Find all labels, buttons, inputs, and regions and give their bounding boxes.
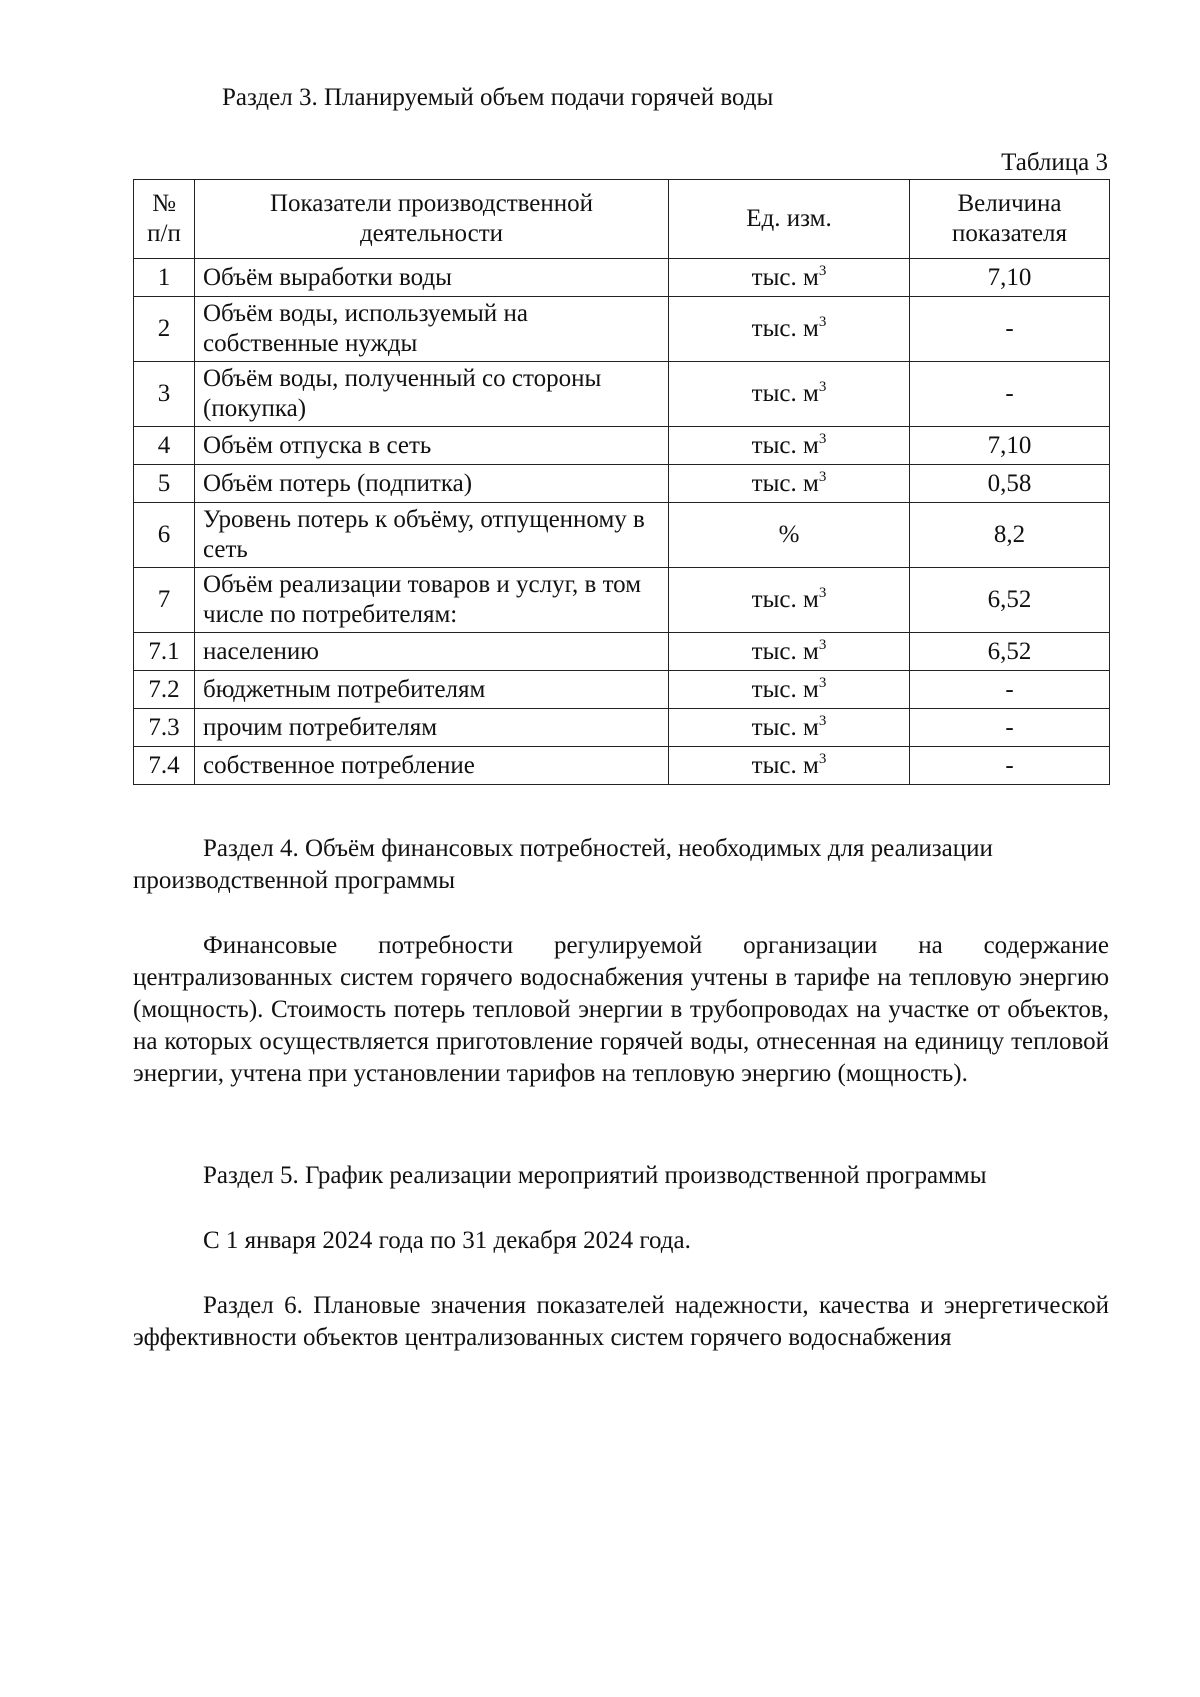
section-4-title: Раздел 4. Объём финансовых потребностей, необходимых для реализации производственной программы <box>133 835 993 894</box>
row-num: 7.3 <box>134 709 195 747</box>
row-num: 7.1 <box>134 633 195 671</box>
section-4-paragraph: Финансовые потребности регулируемой организации на содержание централизованных систем горячего водоснабжения учтены в тарифе на тепловую энергию (мощность). Стоимость потерь тепловой энергии в трубопроводах на участке от объектов, на которых осуществляется приготовление горячей воды, отнесенная на единицу тепловой энергии, учтена при установлении тарифов на тепловую энергию (мощность). <box>133 932 1109 1087</box>
row-name: Объём реализации товаров и услуг, в том числе по потребителям: <box>195 568 669 633</box>
table-row <box>134 747 1110 785</box>
program-period: С 1 января 2024 года по 31 декабря 2024 года. <box>203 1227 691 1254</box>
row-name: Объём выработки воды <box>195 259 669 297</box>
row-unit: тыс. $м^3$ <box>669 568 910 633</box>
row-unit: тыс. $м^3$ <box>669 427 910 465</box>
row-name: Объём отпуска в сеть <box>195 427 669 465</box>
table-row <box>134 362 1110 427</box>
row-num: 7.2 <box>134 671 195 709</box>
row-value: - <box>910 709 1110 747</box>
row-num: 7.4 <box>134 747 195 785</box>
row-value: 7,10 <box>910 427 1110 465</box>
water-supply-table <box>133 179 1110 785</box>
header-value: Величина показателя <box>910 180 1110 259</box>
row-value: 0,58 <box>910 465 1110 503</box>
row-unit: тыс. $м^3$ <box>669 297 910 362</box>
header-num: № п/п <box>134 180 195 259</box>
header-unit: Ед. изм. <box>669 180 910 259</box>
row-num: 4 <box>134 427 195 465</box>
row-num: 6 <box>134 503 195 568</box>
row-num: 7 <box>134 568 195 633</box>
table-row <box>134 709 1110 747</box>
row-value: 8,2 <box>910 503 1110 568</box>
table-row <box>134 259 1110 297</box>
row-unit: тыс. $м^3$ <box>669 259 910 297</box>
row-value: 6,52 <box>910 633 1110 671</box>
row-unit: % <box>669 503 910 568</box>
table-row <box>134 297 1110 362</box>
row-num: 2 <box>134 297 195 362</box>
row-name: собственное потребление <box>195 747 669 785</box>
row-value: 7,10 <box>910 259 1110 297</box>
table-row <box>134 427 1110 465</box>
row-value: 6,52 <box>910 568 1110 633</box>
row-num: 5 <box>134 465 195 503</box>
row-unit: тыс. $м^3$ <box>669 671 910 709</box>
row-name: Объём воды, полученный со стороны (покупка) <box>195 362 669 427</box>
section-6-title: Раздел 6. Плановые значения показателей надежности, качества и энергетической эффективности объектов централизованных систем горячего водоснабжения <box>133 1292 1109 1351</box>
row-name: бюджетным потребителям <box>195 671 669 709</box>
section-3-title: Раздел 3. Планируемый объем подачи горячей воды <box>222 84 774 111</box>
row-num: 3 <box>134 362 195 427</box>
row-unit: тыс. $м^3$ <box>669 465 910 503</box>
row-value: - <box>910 747 1110 785</box>
row-name: прочим потребителям <box>195 709 669 747</box>
table-row <box>134 633 1110 671</box>
row-name: Объём потерь (подпитка) <box>195 465 669 503</box>
row-value: - <box>910 362 1110 427</box>
row-value: - <box>910 671 1110 709</box>
row-unit: тыс. $м^3$ <box>669 633 910 671</box>
table-row <box>134 503 1110 568</box>
table-row <box>134 671 1110 709</box>
row-unit: тыс. $м^3$ <box>669 709 910 747</box>
row-name: Уровень потерь к объёму, отпущенному в сеть <box>195 503 669 568</box>
header-indicator: Показатели производственной деятельности <box>195 180 669 259</box>
row-unit: тыс. $м^3$ <box>669 362 910 427</box>
row-value: - <box>910 297 1110 362</box>
table-row <box>134 465 1110 503</box>
row-name: Объём воды, используемый на собственные нужды <box>195 297 669 362</box>
table-header-row <box>134 180 1110 259</box>
table-row <box>134 568 1110 633</box>
row-num: 1 <box>134 259 195 297</box>
section-5-title: Раздел 5. График реализации мероприятий производственной программы <box>203 1162 987 1189</box>
row-unit: тыс. $м^3$ <box>669 747 910 785</box>
table-caption: Таблица 3 <box>1001 149 1108 176</box>
row-name: населению <box>195 633 669 671</box>
